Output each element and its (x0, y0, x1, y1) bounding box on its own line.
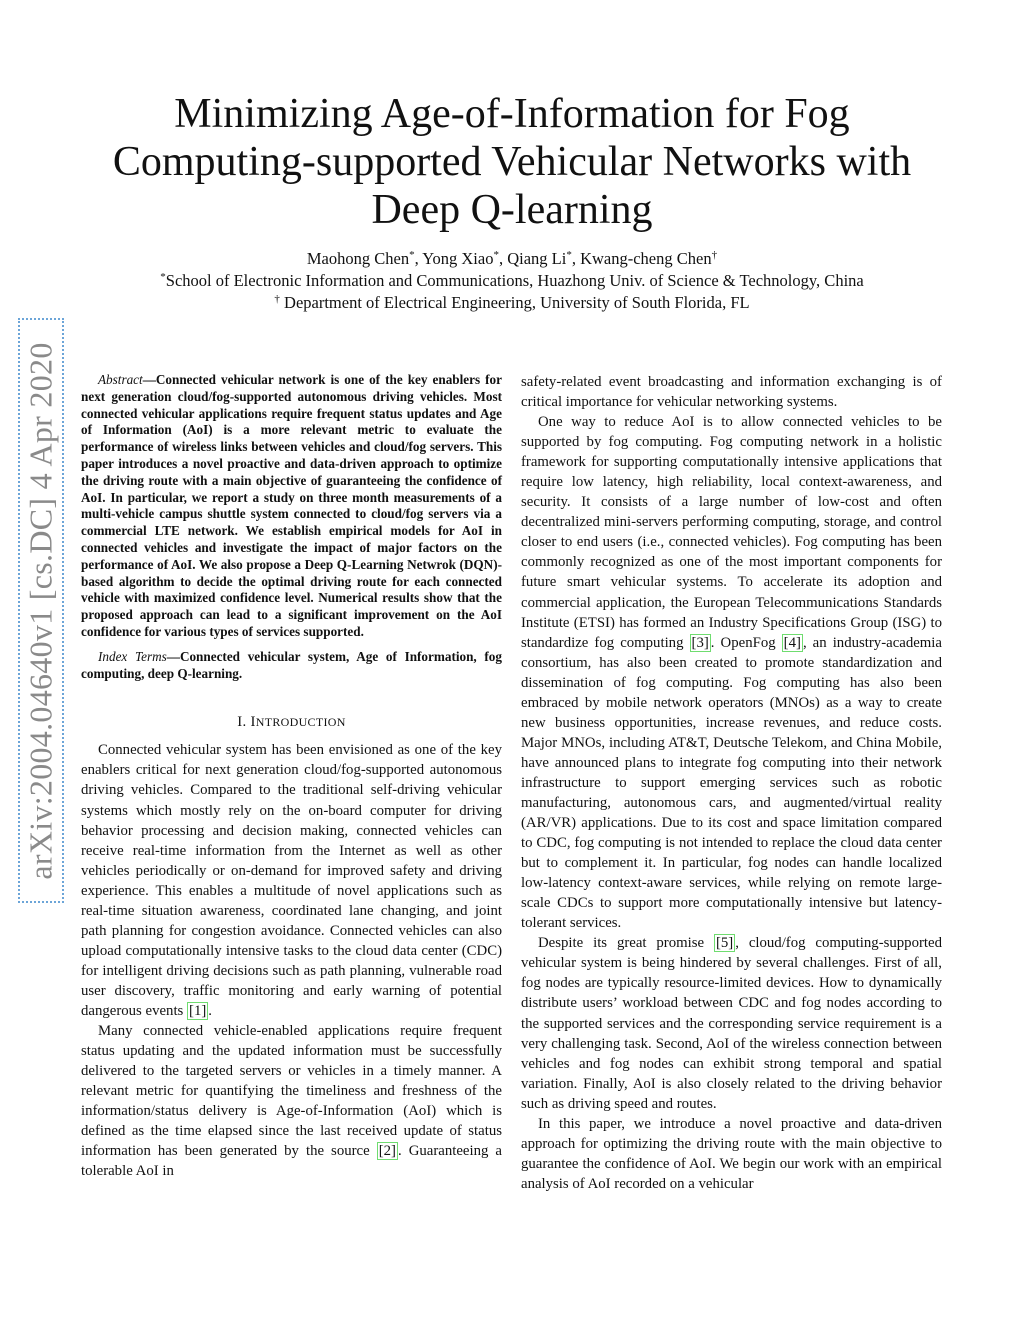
intro-paragraph-1-text: Connected vehicular system has been envisioned as one of the key enablers critical for next generation cloud/fog-supported autonomous driving vehicles. Compared to the traditional self-driving vehicular systems which mostly rely on the on-board computer for driving behavior processing and decision making, connected vehicles can receive real-time information from the Internet as well as other vehicles periodically or on-demand for improved safety and driving experience. This enables a multitude of novel applications such as real-time situation awareness, coordinated lane changing, and joint path planning for congestion avoidance. Connected vehicles can also upload computationally intensive tasks to the cloud data center (CDC) for intelligent driving decisions such as path planning, vulnerable road user discovery, traffic monitoring and early warning of potential dangerous events (81, 742, 502, 1019)
author-3-mark: * (566, 249, 572, 261)
abstract-text: —Connected vehicular network is one of the key enablers for next generation cloud/fog-supported autonomous driving vehicles. Most connected vehicular applications require frequent status updates and Age of Information (AoI) is a more relevant metric to evaluate the performance of wireless links between vehicles and cloud/fog servers. This paper introduces a novel proactive and data-driven approach to optimize the driving route with a main objective of guaranteeing the confidence of AoI. In particular, we report a study on three month measurements of a multi-vehicle campus shuttle system connected to cloud/fog servers via a commercial LTE network. We establish empirical models for AoI in connected vehicles and investigate the impact of major factors on the performance of AoI. We also propose a Deep Q-Learning Netwrok (DQN)-based algorithm to decide the optimal driving route for each connected vehicle with maximized confidence level. Numerical results show that the proposed approach can lead to a significant improvement on the AoI confidence for various types of services supported. (81, 372, 502, 639)
intro-paragraph-1 (81, 740, 502, 1021)
intro-paragraph-2 (81, 1021, 502, 1181)
right-paragraph-0: safety-related event broadcasting and information exchanging is of critical importance for vehicular networking systems. (521, 374, 942, 411)
affiliation-2-text: Department of Electrical Engineering, University of South Florida, FL (279, 293, 750, 312)
abstract-label: Abstract (98, 372, 143, 387)
section-number: I. (237, 714, 251, 731)
section-rest: NTRODUCTION (255, 715, 346, 730)
citation-4[interactable]: [4] (783, 634, 801, 651)
affiliation-1-text: School of Electronic Information and Communications, Huazhong Univ. of Science & Technology, China (165, 271, 864, 290)
right-paragraph-1 (521, 412, 942, 933)
section-heading-introduction (81, 712, 502, 732)
right-paragraph-2-b: , cloud/fog computing-supported vehicular system is being hindered by several challenges. First of all, fog nodes are typically resource-limited devices. How to dynamically distribute users’ workload between CDC and fog nodes according to the supported services and the corresponding service requirement is a very challenging task. Second, AoI of the wireless connection between vehicles and fog nodes can exhibit strong temporal and spatial variation. Finally, AoI is also closely related to the driving behavior such as driving speed and routes. (521, 935, 942, 1112)
right-paragraph-1-b: . OpenFog (710, 634, 782, 651)
right-paragraph-2 (521, 933, 942, 1113)
intro-paragraph-1-end: . (208, 1003, 212, 1019)
citation-1[interactable]: [1] (189, 1003, 207, 1019)
author-3: Qiang Li (507, 249, 567, 268)
paper-title: Minimizing Age-of-Information for Fog Computing-supported Vehicular Networks with Deep Q-learning (112, 91, 912, 233)
citation-5[interactable]: [5] (715, 935, 734, 952)
left-column (81, 372, 502, 1181)
author-1: Maohong Chen (306, 249, 410, 268)
affiliation-2 (60, 288, 964, 314)
affiliation-1-mark: * (160, 271, 166, 283)
index-terms-label: Index Terms (98, 648, 167, 664)
section-first-letter: I (250, 714, 256, 731)
intro-paragraph-2-text: Many connected vehicle-enabled applications require frequent status updating and the updated information must be successfully delivered to the targeted servers or vehicles in a timely manner. A relevant metric for quantifying the timeliness and freshness of the information/status delivery is Age-of-Information (AoI) which is defined as the time elapsed since the last received update of status information has been generated by the source (81, 1023, 502, 1160)
citation-2[interactable]: [2] (378, 1143, 396, 1160)
right-paragraph-2-a: Despite its great promise (538, 935, 714, 952)
author-list: Maohong Chen*, Yong Xiao*, Qiang Li*, Kwang-cheng Chen† (306, 249, 718, 268)
author-2: Yong Xiao (422, 249, 494, 268)
author-2-mark: * (493, 249, 499, 261)
arxiv-stamp[interactable] (18, 318, 64, 903)
arxiv-id[interactable]: arXiv:2004.04640v1 [cs.DC] 4 Apr 2020 (22, 341, 59, 880)
author-4-mark: † (711, 249, 718, 261)
author-1-mark: * (409, 249, 415, 261)
right-paragraph-3: In this paper, we introduce a novel proactive and data-driven approach for optimizing the driving route with the main objective to guarantee the confidence of AoI. We begin our work with an empirical analysis of AoI recorded on a vehicular (521, 1115, 942, 1192)
citation-3[interactable]: [3] (691, 634, 709, 651)
intro-paragraph-2-end: . Guaranteeing a tolerable AoI in (81, 1143, 502, 1180)
index-terms (81, 649, 502, 683)
right-paragraph-1-a: One way to reduce AoI is to allow connected vehicles to be supported by fog computing. Fog computing network in a holistic framework for supporting computationally intensive applications that require low latency, high reliability, local context-awareness, and security. It consists of a large number of low-cost and often decentralized mini-servers performing computing, storage, and control closer to end users (i.e., connected vehicles). Fog computing has been commonly recognized as one of the most important components for future smart vehicular systems. To accelerate its adoption and commercial application, the European Telecommunications Standards Institute (ETSI) has formed an Industry Specifications Group (ISG) to standardize fog computing (521, 414, 942, 651)
affiliation-2-mark: † (274, 293, 280, 305)
index-terms-text: —Connected vehicular system, Age of Information, fog computing, deep Q-learning. (81, 648, 502, 681)
author-4: Kwang-cheng Chen (580, 249, 712, 268)
right-paragraph-1-c: , an industry-academia consortium, has also been created to promote standardization and dissemination of fog computing. Fog computing has also been embraced by mobile network operators (MNOs) as a way to create new business opportunities, increase revenues, and reduce costs. Major MNOs, including AT&T, Deutsche Telekom, and China Mobile, have announced plans to integrate fog computing into their network infrastructure to support emerging services such as robotic manufacturing, autonomous cars, and augmented/virtual reality (AR/VR) applications. Due to its cost and space limitation compared to CDC, fog computing is not intended to replace the cloud data center but to complement it. In particular, fog nodes can handle localized low-latency context-aware services, while relying on remote large-scale CDCs to support more computationally intensive but latency-tolerant services. (521, 634, 942, 932)
abstract (81, 372, 502, 641)
right-column (521, 372, 942, 1194)
